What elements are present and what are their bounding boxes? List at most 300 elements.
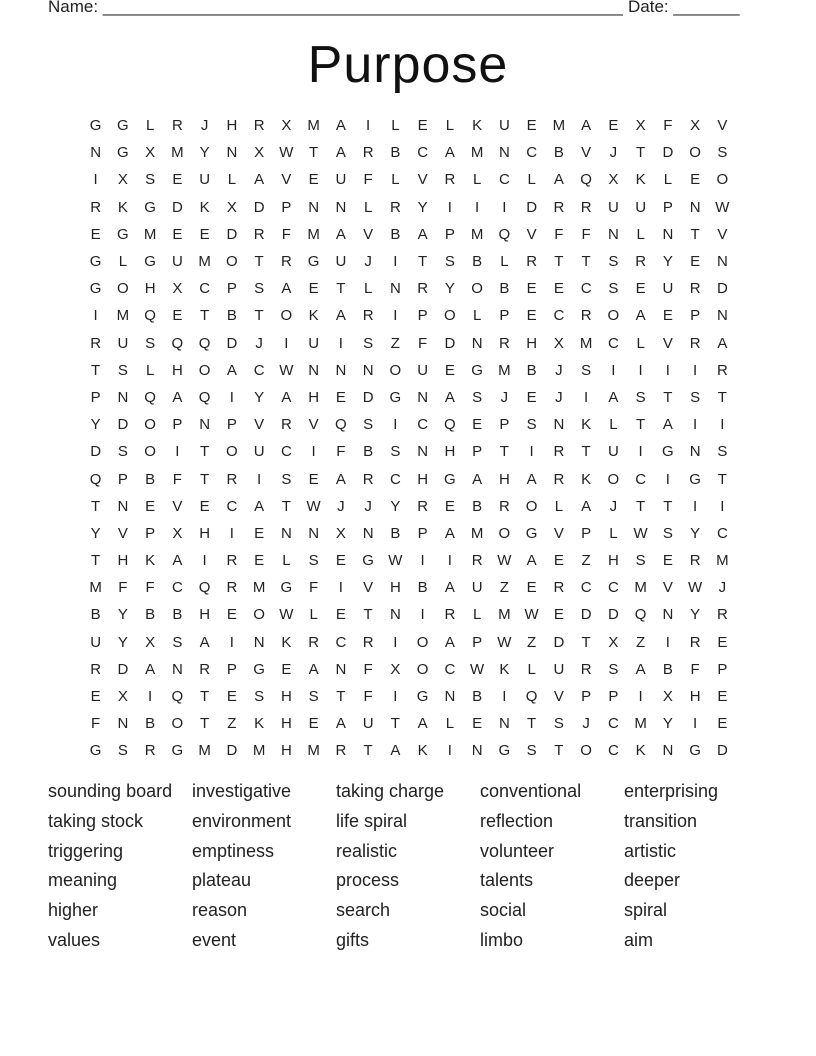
grid-letter: Y xyxy=(90,524,101,542)
grid-letter: K xyxy=(581,470,592,488)
grid-letter: R xyxy=(635,253,647,271)
grid-letter: K xyxy=(117,198,128,216)
grid-letter: A xyxy=(335,117,346,135)
grid-letter: G xyxy=(416,688,429,706)
grid-letter: S xyxy=(363,334,374,352)
grid-letter: Q xyxy=(634,606,647,624)
grid-letter: M xyxy=(198,253,211,271)
grid-letter: A xyxy=(581,497,592,515)
word-list-item: talents xyxy=(480,870,534,891)
grid-letter: D xyxy=(716,280,728,298)
grid-letter: T xyxy=(200,715,210,733)
grid-letter: L xyxy=(527,171,536,189)
word-list xyxy=(48,778,768,957)
grid-letter: M xyxy=(307,117,320,135)
grid-letter: I xyxy=(693,497,698,515)
grid-letter: I xyxy=(638,688,643,706)
grid-letter: I xyxy=(366,117,371,135)
grid-letter: L xyxy=(472,307,482,325)
grid-letter: E xyxy=(308,280,319,298)
grid-letter: K xyxy=(417,742,428,760)
grid-letter: B xyxy=(499,280,510,298)
date-field-label: Date: _______ xyxy=(628,0,740,16)
grid-letter: X xyxy=(145,633,156,651)
grid-letter: O xyxy=(144,443,156,461)
grid-letter: N xyxy=(498,715,510,733)
grid-letter: T xyxy=(527,715,537,733)
grid-letter: T xyxy=(636,416,646,434)
word-list-item: realistic xyxy=(336,840,398,861)
grid-letter: C xyxy=(417,416,429,434)
grid-letter: Y xyxy=(254,388,265,406)
grid-letter: L xyxy=(636,225,645,243)
grid-letter: J xyxy=(255,334,263,352)
grid-letter: E xyxy=(254,524,265,542)
grid-letter: I xyxy=(665,361,670,379)
grid-letter: Z xyxy=(390,334,400,352)
grid-letter: X xyxy=(172,280,183,298)
grid-letter: X xyxy=(390,660,401,678)
grid-letter: R xyxy=(580,660,592,678)
grid-letter: E xyxy=(145,497,156,515)
grid-row xyxy=(82,275,736,302)
word-list-item: aim xyxy=(624,929,654,950)
grid-letter: E xyxy=(526,388,537,406)
grid-letter: U xyxy=(607,198,619,216)
grid-letter: N xyxy=(226,144,238,162)
grid-letter: S xyxy=(581,361,592,379)
grid-letter: K xyxy=(308,307,319,325)
grid-letter: E xyxy=(472,715,483,733)
grid-letter: R xyxy=(199,660,211,678)
grid-letter: E xyxy=(690,253,701,271)
grid-letter: C xyxy=(444,660,456,678)
grid-letter: N xyxy=(280,524,292,542)
grid-letter: O xyxy=(716,171,729,189)
grid-letter: X xyxy=(690,117,701,135)
grid-letter: B xyxy=(390,225,401,243)
grid-letter: I xyxy=(611,361,616,379)
grid-letter: F xyxy=(363,688,373,706)
grid-letter: I xyxy=(393,416,398,434)
grid-letter: W xyxy=(497,633,512,651)
grid-letter: T xyxy=(91,552,101,570)
grid-letter: R xyxy=(226,470,238,488)
grid-letter: I xyxy=(93,307,98,325)
grid-letter: P xyxy=(690,307,701,325)
grid-letter: M xyxy=(470,524,484,542)
grid-letter: B xyxy=(553,144,564,162)
grid-letter: Z xyxy=(527,633,537,651)
grid-letter: M xyxy=(307,225,320,243)
grid-row xyxy=(82,411,736,438)
word-list-item: reflection xyxy=(480,810,554,831)
grid-letter: B xyxy=(390,524,401,542)
grid-letter: V xyxy=(254,416,265,434)
grid-letter: R xyxy=(417,280,429,298)
grid-letter: C xyxy=(635,470,647,488)
grid-letter: M xyxy=(252,579,266,597)
grid-letter: N xyxy=(117,497,129,515)
grid-letter: U xyxy=(607,443,619,461)
grid-letter: E xyxy=(526,579,537,597)
grid-letter: N xyxy=(498,144,510,162)
grid-letter: P xyxy=(172,416,183,434)
grid-letter: W xyxy=(279,361,294,379)
grid-letter: L xyxy=(472,171,482,189)
grid-letter: O xyxy=(607,470,620,488)
grid-letter: G xyxy=(171,742,184,760)
grid-letter: G xyxy=(89,280,102,298)
grid-letter: N xyxy=(417,388,429,406)
grid-letter: Q xyxy=(444,416,456,434)
grid-row xyxy=(82,330,736,357)
grid-letter: V xyxy=(363,579,374,597)
grid-letter: E xyxy=(526,280,537,298)
grid-letter: P xyxy=(117,470,128,488)
grid-letter: A xyxy=(199,633,210,651)
grid-letter: G xyxy=(307,253,320,271)
grid-letter: J xyxy=(200,117,209,135)
grid-letter: I xyxy=(229,524,234,542)
grid-letter: T xyxy=(200,307,210,325)
grid-letter: C xyxy=(553,307,565,325)
grid-letter: E xyxy=(690,171,701,189)
grid-letter: I xyxy=(720,416,725,434)
grid-letter: A xyxy=(472,470,483,488)
grid-letter: G xyxy=(444,470,456,488)
grid-letter: D xyxy=(226,742,238,760)
word-list-item: search xyxy=(336,900,391,921)
grid-letter: A xyxy=(417,715,428,733)
grid-row xyxy=(82,656,736,683)
grid-letter: J xyxy=(582,715,590,733)
grid-letter: I xyxy=(665,633,670,651)
grid-letter: G xyxy=(117,117,129,135)
grid-letter: U xyxy=(335,253,347,271)
grid-letter: D xyxy=(716,742,728,760)
word-list-item: triggering xyxy=(48,840,124,861)
grid-letter: V xyxy=(172,497,183,515)
grid-letter: D xyxy=(553,633,565,651)
grid-letter: C xyxy=(253,361,265,379)
grid-letter: O xyxy=(607,307,620,325)
grid-letter: Y xyxy=(390,497,401,515)
grid-letter: I xyxy=(447,198,452,216)
grid-letter: Q xyxy=(580,171,592,189)
grid-letter: E xyxy=(308,715,319,733)
grid-letter: T xyxy=(336,280,346,298)
grid-letter: N xyxy=(662,606,674,624)
grid-letter: S xyxy=(526,742,537,760)
grid-letter: A xyxy=(717,334,728,352)
grid-letter: A xyxy=(635,307,646,325)
grid-letter: A xyxy=(335,144,346,162)
grid-letter: K xyxy=(581,416,592,434)
grid-letter: C xyxy=(335,633,347,651)
grid-letter: M xyxy=(498,606,511,624)
grid-letter: E xyxy=(172,225,183,243)
grid-letter: N xyxy=(117,715,129,733)
grid-letter: U xyxy=(498,117,510,135)
grid-letter: P xyxy=(226,280,237,298)
grid-letter: H xyxy=(417,470,429,488)
grid-letter: U xyxy=(308,334,320,352)
grid-letter: P xyxy=(581,524,592,542)
grid-letter: O xyxy=(198,361,211,379)
grid-letter: R xyxy=(498,334,510,352)
letter-grid xyxy=(82,112,736,765)
grid-letter: L xyxy=(527,660,536,678)
grid-letter: E xyxy=(226,688,237,706)
grid-letter: O xyxy=(144,416,156,434)
grid-letter: E xyxy=(662,307,673,325)
grid-letter: N xyxy=(389,280,401,298)
word-list-item: process xyxy=(336,870,400,891)
grid-letter: W xyxy=(524,606,539,624)
grid-letter: E xyxy=(717,633,728,651)
grid-letter: E xyxy=(335,552,346,570)
grid-letter: N xyxy=(471,742,483,760)
grid-letter: L xyxy=(309,606,318,624)
grid-letter: O xyxy=(444,307,456,325)
grid-letter: T xyxy=(281,497,291,515)
grid-letter: I xyxy=(393,307,398,325)
grid-letter: O xyxy=(171,715,184,733)
grid-letter: I xyxy=(257,470,262,488)
grid-letter: N xyxy=(335,660,347,678)
grid-letter: S xyxy=(608,253,619,271)
grid-letter: O xyxy=(471,280,483,298)
grid-letter: T xyxy=(690,225,700,243)
grid-letter: K xyxy=(635,171,646,189)
grid-letter: G xyxy=(471,361,483,379)
grid-letter: M xyxy=(116,307,130,325)
grid-letter: I xyxy=(502,688,507,706)
grid-letter: I xyxy=(229,388,234,406)
grid-letter: H xyxy=(498,470,510,488)
grid-letter: R xyxy=(226,579,238,597)
grid-letter: G xyxy=(498,742,511,760)
grid-letter: C xyxy=(498,171,510,189)
grid-letter: E xyxy=(308,171,319,189)
grid-letter: V xyxy=(717,225,728,243)
grid-letter: N xyxy=(308,524,320,542)
grid-letter: P xyxy=(417,524,428,542)
grid-letter: P xyxy=(472,443,483,461)
word-list-item: investigative xyxy=(192,781,292,801)
grid-letter: O xyxy=(580,742,592,760)
grid-letter: V xyxy=(526,225,537,243)
grid-letter: S xyxy=(390,443,401,461)
grid-row xyxy=(82,683,736,710)
grid-letter: E xyxy=(90,225,101,243)
grid-letter: A xyxy=(662,416,673,434)
page-title: Purpose xyxy=(307,36,509,94)
grid-letter: H xyxy=(226,117,238,135)
grid-letter: U xyxy=(171,253,183,271)
grid-letter: K xyxy=(145,552,156,570)
grid-letter: U xyxy=(553,660,565,678)
grid-letter: F xyxy=(363,171,373,189)
grid-letter: T xyxy=(554,253,564,271)
grid-letter: B xyxy=(145,470,156,488)
grid-letter: A xyxy=(444,579,455,597)
grid-letter: N xyxy=(362,524,374,542)
grid-letter: E xyxy=(281,660,292,678)
word-list-item: spiral xyxy=(624,900,668,921)
grid-letter: T xyxy=(581,633,591,651)
grid-letter: A xyxy=(172,552,183,570)
grid-letter: J xyxy=(609,144,618,162)
grid-letter: O xyxy=(280,307,293,325)
grid-letter: Z xyxy=(227,715,237,733)
grid-letter: E xyxy=(172,307,183,325)
grid-letter: R xyxy=(689,552,701,570)
grid-letter: A xyxy=(281,280,292,298)
word-list-item: environment xyxy=(192,810,292,831)
grid-letter: E xyxy=(226,606,237,624)
word-list-item: deeper xyxy=(624,870,681,891)
grid-letter: D xyxy=(444,334,456,352)
grid-letter: X xyxy=(662,688,673,706)
grid-letter: S xyxy=(608,660,619,678)
grid-letter: S xyxy=(363,416,374,434)
grid-letter: R xyxy=(253,117,265,135)
grid-letter: P xyxy=(581,688,592,706)
grid-letter: E xyxy=(417,117,428,135)
grid-letter: Q xyxy=(144,307,156,325)
grid-letter: Y xyxy=(662,253,673,271)
grid-letter: Q xyxy=(198,388,211,406)
grid-letter: R xyxy=(444,606,456,624)
grid-letter: I xyxy=(202,552,207,570)
grid-letter: P xyxy=(281,198,292,216)
grid-letter: S xyxy=(145,171,156,189)
grid-letter: D xyxy=(607,606,619,624)
grid-letter: X xyxy=(172,524,183,542)
grid-letter: H xyxy=(280,742,292,760)
grid-letter: I xyxy=(693,416,698,434)
grid-row xyxy=(82,438,736,465)
grid-letter: Q xyxy=(525,688,538,706)
grid-letter: I xyxy=(175,443,180,461)
grid-letter: A xyxy=(581,117,592,135)
grid-letter: C xyxy=(280,443,292,461)
grid-letter: V xyxy=(553,524,564,542)
grid-row xyxy=(82,139,736,166)
grid-letter: X xyxy=(281,117,292,135)
grid-letter: C xyxy=(417,144,429,162)
grid-row xyxy=(82,302,736,329)
grid-letter: B xyxy=(145,606,156,624)
grid-letter: B xyxy=(526,361,537,379)
grid-letter: C xyxy=(580,579,592,597)
grid-letter: W xyxy=(497,552,512,570)
grid-letter: G xyxy=(253,660,265,678)
grid-letter: I xyxy=(338,579,343,597)
grid-letter: I xyxy=(393,633,398,651)
grid-letter: S xyxy=(635,388,646,406)
grid-letter: R xyxy=(90,334,102,352)
grid-letter: A xyxy=(553,171,564,189)
grid-letter: X xyxy=(608,171,619,189)
grid-letter: I xyxy=(665,470,670,488)
grid-letter: N xyxy=(335,361,347,379)
grid-letter: S xyxy=(553,715,564,733)
grid-letter: V xyxy=(417,171,428,189)
grid-letter: D xyxy=(662,144,674,162)
word-list-item: sounding board xyxy=(48,781,173,801)
grid-letter: C xyxy=(607,334,619,352)
grid-letter: P xyxy=(608,688,619,706)
word-list-item: gifts xyxy=(336,929,370,950)
grid-letter: N xyxy=(607,225,619,243)
word-list-item: taking charge xyxy=(336,781,445,801)
grid-letter: N xyxy=(253,633,265,651)
grid-letter: S xyxy=(145,334,156,352)
grid-letter: Y xyxy=(90,416,101,434)
grid-letter: I xyxy=(420,552,425,570)
grid-letter: U xyxy=(90,633,102,651)
grid-letter: X xyxy=(145,144,156,162)
grid-letter: P xyxy=(499,416,510,434)
grid-letter: A xyxy=(335,225,346,243)
grid-letter: O xyxy=(525,497,538,515)
grid-letter: R xyxy=(362,307,374,325)
grid-letter: G xyxy=(144,198,156,216)
word-list-item: event xyxy=(192,929,237,950)
grid-letter: D xyxy=(117,660,129,678)
grid-letter: Y xyxy=(417,198,428,216)
grid-letter: G xyxy=(89,117,102,135)
grid-letter: P xyxy=(717,660,728,678)
grid-letter: B xyxy=(363,443,374,461)
grid-letter: E xyxy=(199,497,210,515)
grid-letter: N xyxy=(471,334,483,352)
grid-letter: B xyxy=(472,253,483,271)
grid-letter: E xyxy=(553,280,564,298)
grid-letter: A xyxy=(335,307,346,325)
grid-letter: B xyxy=(145,715,156,733)
grid-letter: P xyxy=(90,388,101,406)
grid-letter: T xyxy=(636,144,646,162)
grid-letter: R xyxy=(689,280,701,298)
grid-letter: A xyxy=(635,660,646,678)
grid-letter: V xyxy=(308,416,319,434)
grid-letter: N xyxy=(199,416,211,434)
grid-letter: S xyxy=(172,633,183,651)
grid-letter: H xyxy=(144,280,156,298)
grid-letter: N xyxy=(417,443,429,461)
grid-letter: W xyxy=(633,524,648,542)
grid-letter: R xyxy=(498,497,510,515)
grid-letter: M xyxy=(634,579,647,597)
grid-letter: R xyxy=(580,307,592,325)
grid-letter: G xyxy=(689,742,701,760)
grid-letter: P xyxy=(145,524,156,542)
grid-letter: R xyxy=(553,470,565,488)
grid-letter: F xyxy=(336,443,346,461)
grid-letter: G xyxy=(117,144,129,162)
grid-letter: M xyxy=(552,117,566,135)
grid-letter: O xyxy=(253,606,265,624)
grid-letter: X xyxy=(117,688,128,706)
grid-letter: I xyxy=(638,361,643,379)
grid-letter: U xyxy=(471,579,483,597)
grid-letter: N xyxy=(171,660,183,678)
grid-letter: S xyxy=(117,443,128,461)
